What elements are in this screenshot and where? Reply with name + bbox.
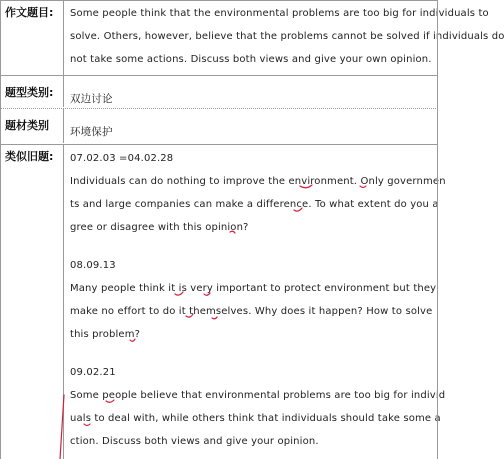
similar-item-1-line-3: gree or disagree with this opinion? bbox=[70, 222, 249, 233]
similar-item-2-date: 08.09.13 bbox=[70, 260, 116, 271]
essay-title-line-1: Some people think that the environmental problems are too big for individuals to bbox=[70, 8, 489, 19]
similar-item-1-line-2: ts and large companies can make a difference. To what extent do you a bbox=[70, 199, 439, 210]
similar-item-3-date: 09.02.21 bbox=[70, 367, 116, 378]
topic-category-label: 题材类别 bbox=[0, 109, 64, 143]
question-type-value: 双边讨论 bbox=[70, 93, 113, 105]
essay-title-line-2: solve. Others, however, believe that the problems cannot be solved if individuals do bbox=[70, 31, 504, 42]
essay-title-line-3: not take some actions. Discuss both views and give your own opinion. bbox=[70, 54, 432, 65]
topic-category-value: 环境保护 bbox=[70, 126, 113, 138]
similar-item-3-line-1: Some people believe that environmental problems are too big for individ bbox=[70, 390, 446, 401]
similar-item-1-line-1: Individuals can do nothing to improve the environment. Only governmen bbox=[70, 176, 446, 187]
topic-category-row bbox=[0, 109, 438, 143]
question-type-label: 题型类别: bbox=[0, 76, 64, 107]
similar-item-2-line-1: Many people think it is very important to protect environment but they bbox=[70, 283, 437, 294]
essay-title-label: 作文题目: bbox=[0, 0, 64, 75]
similar-item-1-date: 07.02.03 =04.02.28 bbox=[70, 153, 174, 164]
similar-questions-row bbox=[0, 145, 446, 459]
similar-item-3-line-2: uals to deal with, while others think that individuals should take some a bbox=[70, 413, 441, 424]
similar-item-3-line-3: ction. Discuss both views and give your opinion. bbox=[70, 436, 319, 447]
similar-questions-label: 类似旧题: bbox=[0, 145, 64, 459]
question-type-row bbox=[0, 76, 438, 107]
similar-item-2-line-2: make no effort to do it themselves. Why does it happen? How to solve bbox=[70, 306, 433, 317]
similar-item-2-line-3: this problem? bbox=[70, 329, 141, 340]
